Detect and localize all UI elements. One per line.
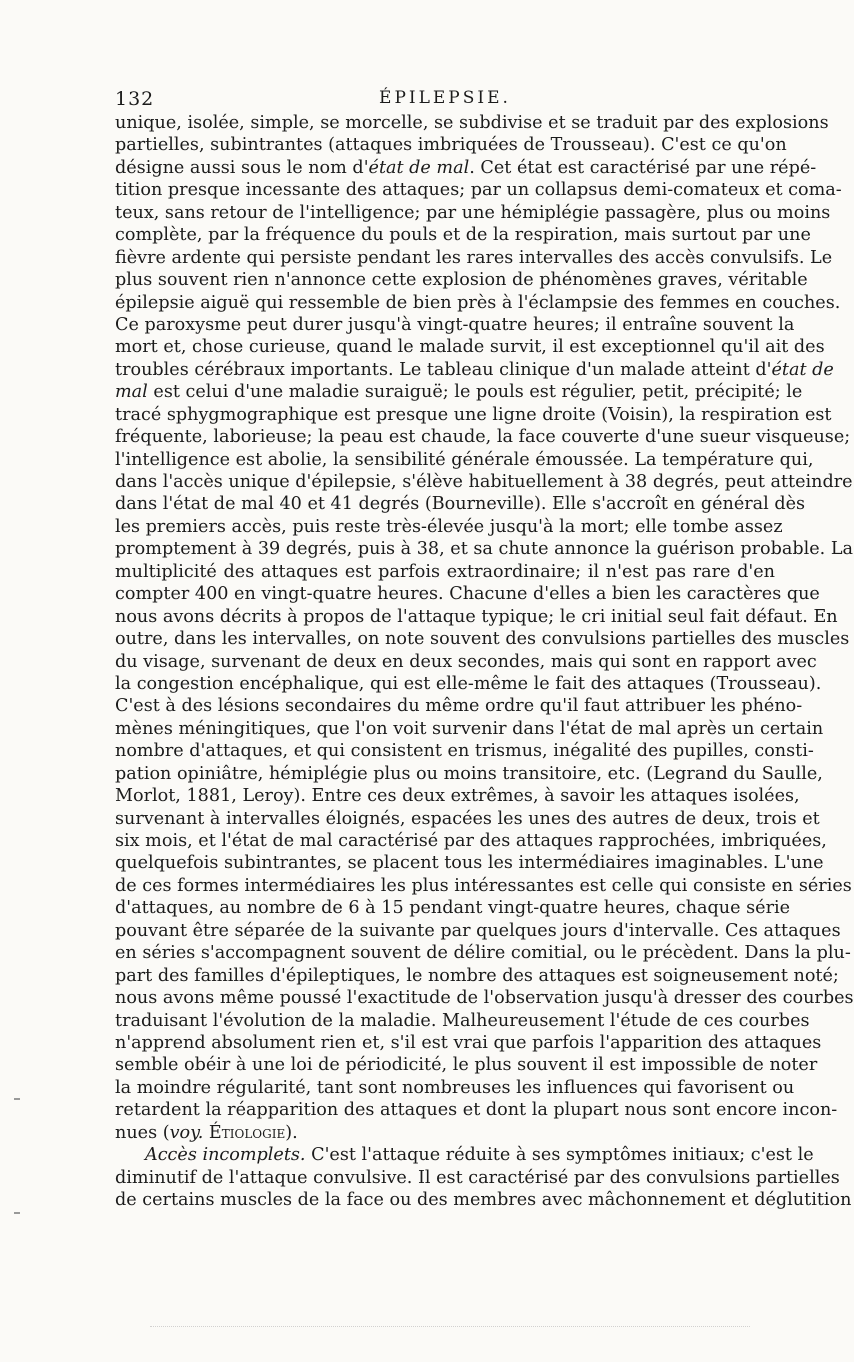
text-line: diminutif de l'attaque convulsive. Il est caractérisé par des convulsions partielles xyxy=(115,1167,840,1188)
text-line: quelquefois subintrantes, se placent tous les intermédiaires imaginables. L'une xyxy=(115,853,824,874)
bottom-rule xyxy=(150,1326,750,1331)
text-line: traduisant l'évolution de la maladie. Malheureusement l'étude de ces courbes xyxy=(115,1010,810,1031)
text-line: Ce paroxysme peut durer jusqu'à vingt-quatre heures; il entraîne souvent la xyxy=(115,314,795,335)
text-line xyxy=(115,157,817,179)
text-line: semble obéir à une loi de périodicité, le plus souvent il est impossible de noter xyxy=(115,1055,818,1076)
text-line: fièvre ardente qui persiste pendant les rares intervalles des accès convulsifs. Le xyxy=(115,247,833,268)
text-line: retardent la réapparition des attaques et dont la plupart nous sont encore incon- xyxy=(115,1100,838,1121)
text-line: n'apprend absolument rien et, s'il est vrai que parfois l'apparition des attaques xyxy=(115,1032,822,1053)
page-header xyxy=(115,84,775,114)
text-line: de ces formes intermédiaires les plus intéressantes est celle qui consiste en séries xyxy=(115,875,852,896)
running-head: ÉPILEPSIE. xyxy=(379,88,511,108)
text-line: pation opiniâtre, hémiplégie plus ou moins transitoire, etc. (Legrand du Saulle, xyxy=(115,763,823,784)
text-line: mort et, chose curieuse, quand le malade survit, il est exceptionnel qu'il ait des xyxy=(115,337,825,358)
body-text xyxy=(115,112,854,1211)
text-line: plus souvent rien n'annonce cette explosion de phénomènes graves, véritable xyxy=(115,270,808,291)
text-line: Morlot, 1881, Leroy). Entre ces deux extrêmes, à savoir les attaques isolées, xyxy=(115,786,800,807)
italic-span: état de mal xyxy=(368,157,470,178)
text-span: nues ( xyxy=(115,1122,170,1143)
text-line: six mois, et l'état de mal caractérisé par des attaques rapprochées, imbriquées, xyxy=(115,831,827,851)
text-line: du visage, survenant de deux en deux secondes, mais qui sont en rapport avec xyxy=(115,651,817,672)
text-line: compter 400 en vingt-quatre heures. Chacune d'elles a bien les caractères que xyxy=(115,584,820,605)
text-line xyxy=(115,1144,814,1166)
text-line: en séries s'accompagnent souvent de délire comitial, ou le précèdent. Dans la plu- xyxy=(115,943,851,964)
text-span: . Cet état est caractérisé par une répé- xyxy=(469,157,817,178)
text-line: la congestion encéphalique, qui est elle-même le fait des attaques (Trousseau). xyxy=(115,673,822,694)
text-line: tition presque incessante des attaques; par un collapsus demi-comateux et coma- xyxy=(115,180,842,201)
text-line: complète, par la fréquence du pouls et de la respiration, mais surtout par une xyxy=(115,225,811,246)
text-line: fréquente, laborieuse; la peau est chaude, la face couverte d'une sueur visqueuse; xyxy=(115,427,851,448)
text-line: C'est à des lésions secondaires du même ordre qu'il faut attribuer les phéno- xyxy=(115,696,803,717)
italic-span: mal xyxy=(115,382,148,403)
text-line: nous avons décrits à propos de l'attaque typique; le cri initial seul fait défaut. En xyxy=(115,606,838,627)
text-line: multiplicité des attaques est parfois extraordinaire; il n'est pas rare d'en xyxy=(115,561,775,582)
italic-span: état de xyxy=(771,359,834,380)
text-span: est celui d'une maladie suraiguë; le pouls est régulier, petit, précipité; le xyxy=(147,382,803,403)
text-line: outre, dans les intervalles, on note souvent des convulsions partielles des muscles xyxy=(115,629,850,650)
text-span: ). xyxy=(285,1122,298,1143)
text-span: troubles cérébraux importants. Le tableau clinique d'un malade atteint d' xyxy=(115,359,772,380)
smallcaps-span: Étiologie xyxy=(208,1122,286,1143)
text-line: l'intelligence est abolie, la sensibilité générale émoussée. La température qui, xyxy=(115,449,814,470)
text-line xyxy=(115,381,803,403)
text-line: promptement à 39 degrés, puis à 38, et sa chute annonce la guérison probable. La xyxy=(115,539,853,560)
text-span: désigne aussi sous le nom d' xyxy=(115,157,369,178)
text-line: tracé sphygmographique est presque une ligne droite (Voisin), la respiration est xyxy=(115,404,832,425)
text-line xyxy=(115,359,834,381)
text-line: part des familles d'épileptiques, le nombre des attaques est soigneusement noté; xyxy=(115,965,839,986)
italic-span: Accès incomplets. xyxy=(145,1145,306,1166)
text-line: dans l'accès unique d'épilepsie, s'élève habituellement à 38 degrés, peut atteindre xyxy=(115,472,853,492)
margin-mark xyxy=(14,1098,20,1100)
text-line: la moindre régularité, tant sont nombreuses les influences qui favorisent ou xyxy=(115,1077,795,1098)
margin-mark xyxy=(14,1212,20,1214)
text-line: unique, isolée, simple, se morcelle, se subdivise et se traduit par des explosions xyxy=(115,113,829,133)
text-line: les premiers accès, puis reste très-élevée jusqu'à la mort; elle tombe assez xyxy=(115,516,783,537)
italic-span: voy. xyxy=(169,1122,204,1143)
text-line: nous avons même poussé l'exactitude de l'observation jusqu'à dresser des courbes xyxy=(115,988,854,1009)
text-line xyxy=(115,1122,775,1144)
text-line: mènes méningitiques, que l'on voit survenir dans l'état de mal après un certain xyxy=(115,718,824,739)
text-line: survenant à intervalles éloignés, espacées les unes des autres de deux, trois et xyxy=(115,808,820,829)
text-line: partielles, subintrantes (attaques imbriquées de Trousseau). C'est ce qu'on xyxy=(115,135,787,156)
text-span: C'est l'attaque réduite à ses symptômes initiaux; c'est le xyxy=(305,1145,814,1166)
text-line: de certains muscles de la face ou des membres avec mâchonnement et déglutition xyxy=(115,1190,852,1210)
text-line: d'attaques, au nombre de 6 à 15 pendant vingt-quatre heures, chaque série xyxy=(115,898,791,919)
text-line: nombre d'attaques, et qui consistent en trismus, inégalité des pupilles, consti- xyxy=(115,741,814,762)
text-line: teux, sans retour de l'intelligence; par une hémiplégie passagère, plus ou moins xyxy=(115,202,831,223)
page-number: 132 xyxy=(115,88,155,110)
text-line: pouvant être séparée de la suivante par quelques jours d'intervalle. Ces attaques xyxy=(115,920,841,941)
text-line: épilepsie aiguë qui ressemble de bien près à l'éclampsie des femmes en couches. xyxy=(115,292,841,313)
text-line: dans l'état de mal 40 et 41 degrés (Bourneville). Elle s'accroît en général dès xyxy=(115,494,806,515)
